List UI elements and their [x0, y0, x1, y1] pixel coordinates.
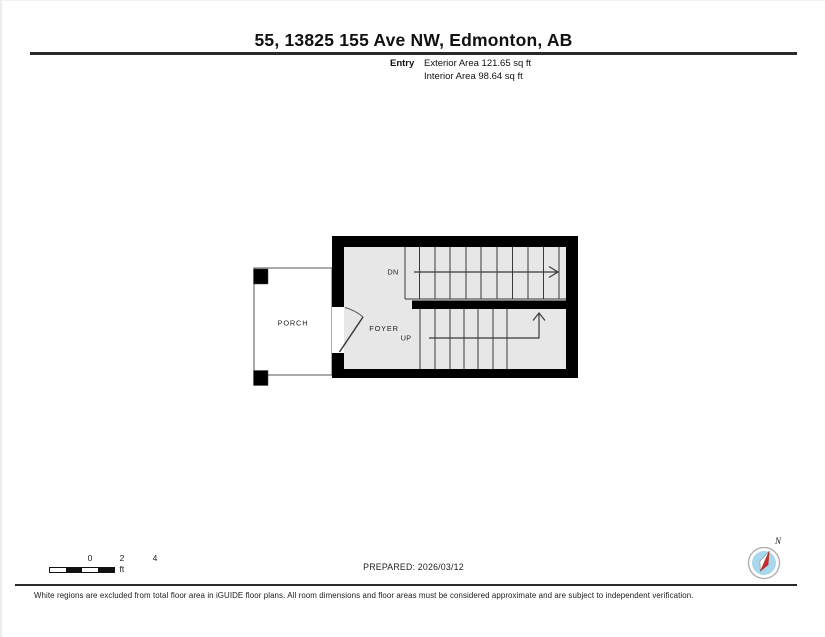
interior-area-label: Interior Area 98.64 sq ft	[424, 70, 523, 82]
footer-divider-line	[15, 584, 797, 587]
header-divider-line	[30, 52, 797, 55]
porch-post-bottom	[254, 371, 269, 386]
disclaimer-text: White regions are excluded from total floor area in iGUIDE floor plans. All room dimensions and floor areas must be considered approximate and are subject to independent verification.	[34, 590, 694, 600]
door-opening	[332, 307, 344, 353]
page-title: 55, 13825 155 Ave NW, Edmonton, AB	[254, 30, 573, 50]
floor-name-label: Entry	[390, 58, 415, 69]
scale-tick-4: 4	[152, 553, 158, 563]
scale-tick-0: 0	[87, 553, 93, 563]
north-label: N	[775, 536, 782, 546]
compass-icon	[734, 531, 796, 589]
room-label-foyer: FOYER	[369, 324, 399, 333]
prepared-date: PREPARED: 2026/03/12	[363, 562, 464, 572]
stair-label-up: UP	[400, 333, 412, 343]
room-label-porch: PORCH	[277, 318, 309, 328]
stair-label-dn: DN	[387, 267, 399, 277]
scale-tick-2: 2	[119, 553, 125, 563]
floor-areas	[424, 58, 624, 83]
stair-divider	[412, 301, 566, 310]
floorplan-drawing	[242, 229, 592, 391]
porch-post-top	[254, 269, 269, 284]
exterior-area-label: Exterior Area 121.65 sq ft	[424, 58, 532, 69]
scale-unit-label: ft	[119, 564, 125, 574]
